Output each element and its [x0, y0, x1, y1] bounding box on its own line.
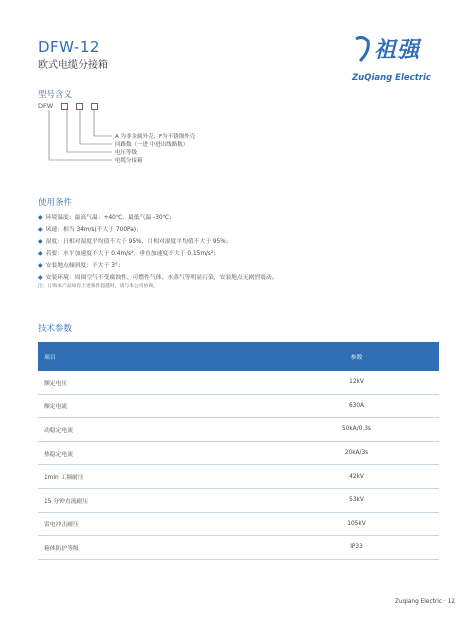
- params-heading: 技术参数: [38, 324, 73, 334]
- param-value: 630A: [274, 394, 439, 418]
- condition-item: ◆ 风速：相当 34m/s(不大于 700Pa)；: [38, 226, 142, 233]
- column-header-value: 参数: [274, 342, 439, 371]
- param-name: 15 分钟直流耐压: [38, 488, 274, 512]
- param-value: 12kV: [274, 371, 439, 394]
- param-value: 20kA/3s: [274, 441, 439, 465]
- table-row: [38, 418, 439, 442]
- table-row: [38, 394, 439, 418]
- logo-chinese-text: 祖强: [374, 38, 421, 63]
- param-name: 箱体防护等级: [38, 536, 274, 560]
- table-row: [38, 488, 439, 512]
- condition-item: ◆ 若要：水平加速度不大于 0.4m/s²，垂直加速度不大于 0.15m/s²；: [38, 250, 220, 257]
- bullet-icon: ◆: [38, 238, 43, 245]
- param-value: 42kV: [274, 465, 439, 489]
- conditions-note: 注：订购本产品如有上述条件超越时，请与本公司协商。: [38, 284, 158, 289]
- table-row: [38, 512, 439, 536]
- param-name: 1min 工频耐压: [38, 465, 274, 489]
- page-title: DFW-12: [38, 38, 100, 56]
- bullet-icon: ◆: [38, 274, 43, 281]
- column-header-item: 项目: [38, 342, 274, 371]
- param-value: 53kV: [274, 488, 439, 512]
- table-row: [38, 465, 439, 489]
- model-code: [38, 102, 98, 110]
- condition-item: ◆ 环境温度：最高气温：+40℃，最低气温 -30℃；: [38, 214, 175, 221]
- model-label-4: 电缆分接箱: [115, 158, 143, 164]
- model-code-slot: [76, 103, 83, 110]
- model-heading: 型号含义: [38, 90, 73, 100]
- conditions-heading: 使用条件: [38, 198, 73, 208]
- company-logo: [352, 33, 462, 91]
- condition-item: ◆ 安装环境：周围空气不受腐蚀性、可燃性气体、水蒸气等明显污染，安装地点无剧烈震动。: [38, 274, 278, 281]
- condition-item: ◆ 湿度：日相对湿度平均值不大于 95%，月相对湿度平均值不大于 95%；: [38, 238, 232, 245]
- page-footer: Zuqiang Electric · 12: [394, 599, 455, 605]
- bullet-icon: ◆: [38, 214, 43, 221]
- bullet-icon: ◆: [38, 226, 43, 233]
- table-row: [38, 441, 439, 465]
- model-label-2: 回路数（一进 中进出线路数）: [115, 142, 189, 148]
- table-row: [38, 371, 439, 394]
- model-code-prefix: DFW: [38, 102, 54, 110]
- param-value: IP33: [274, 536, 439, 560]
- table-row: [38, 536, 439, 560]
- param-name: 热稳定电流: [38, 441, 274, 465]
- logo-mark-icon: [352, 35, 372, 65]
- table-header-row: [38, 342, 439, 371]
- bullet-icon: ◆: [38, 250, 43, 257]
- model-code-slot: [61, 103, 68, 110]
- param-name: 额定电压: [38, 371, 274, 394]
- params-table: [38, 342, 439, 560]
- model-label-1: A 为非金属外壳、F为不锈钢外壳: [115, 134, 196, 140]
- condition-item: ◆ 安装地点倾斜度：不大于 3°；: [38, 262, 124, 269]
- param-name: 雷电冲击耐压: [38, 512, 274, 536]
- param-value: 105kV: [274, 512, 439, 536]
- model-label-3: 电压等级: [115, 150, 138, 156]
- model-code-slot: [91, 103, 98, 110]
- logo-english-text: ZuQiang Electric: [352, 73, 431, 83]
- param-name: 额定电流: [38, 394, 274, 418]
- page-subtitle: 欧式电缆分接箱: [38, 60, 108, 71]
- param-value: 50kA/0.3s: [274, 418, 439, 442]
- param-name: 动稳定电流: [38, 418, 274, 442]
- bullet-icon: ◆: [38, 262, 43, 269]
